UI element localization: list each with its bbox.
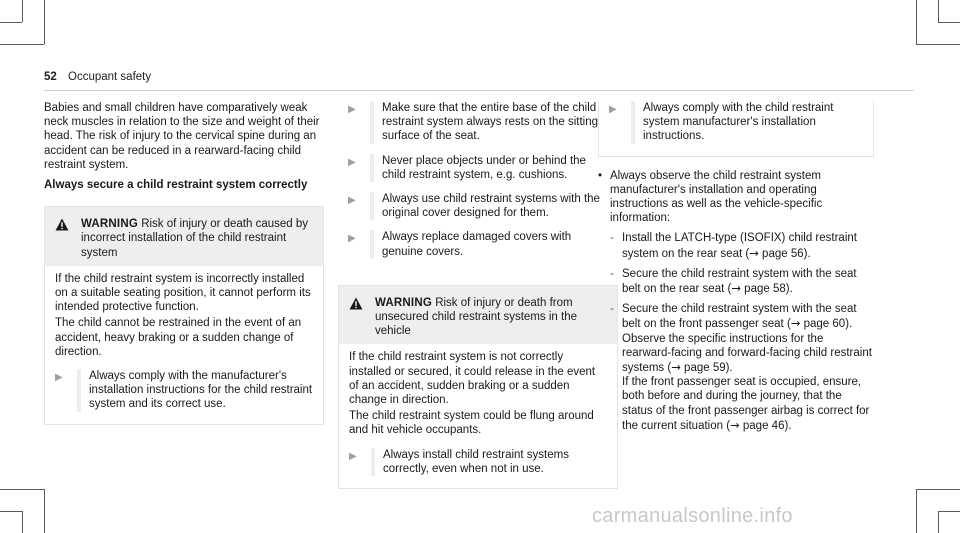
warning-header [45,207,323,266]
crop-mark [22,0,23,22]
page-ref-arrow-icon: → [671,360,681,375]
sub-item: - Secure the child restraint system with the seat belt on the front passenger seat (→ page 60). Observe the specific instructions for the rearward-facing and forward-facing child restraint systems (→ page 59). If the front passenger seat is occupied, ensure, both before and during the journey, that the status of the front passenger airbag is correct for the current situation (→ page 46). [610,303,872,432]
page-ref-link[interactable]: page 58). [744,283,793,296]
page-ref-link[interactable]: page 56). [762,247,811,260]
warning-body-text: The child restraint system could be flung around and hit vehicle occupants. [349,410,594,437]
page-ref-link[interactable]: page 60). Observe the specific instructions for the rearward-facing and forward-facing child restraint systems [622,318,872,375]
action-list [338,101,618,259]
crop-mark [0,489,44,490]
crop-mark [938,0,939,22]
action-text: Always replace damaged covers with genuine covers. [370,230,608,258]
warning-box [44,206,324,424]
crop-mark [938,22,960,23]
column-1 [44,101,324,425]
action-text: Always use child restraint systems with the original cover designed for them. [370,192,608,220]
bullet-item [598,169,874,433]
dash-icon: - [610,303,614,316]
action-text: Make sure that the entire base of the child restraint system always rests on the sitting surface of the seat. [370,101,608,144]
dash-icon: - [610,267,614,280]
warning-text: Risk of injury or death caused by incorrect installation of the child restraint system [81,218,309,259]
warning-label: WARNING [375,296,432,309]
action-step [348,101,608,144]
crop-mark [916,489,960,490]
crop-mark [0,22,22,23]
crop-mark [44,489,45,533]
sub-text: Secure the child restraint system with the seat belt on the rear seat [622,267,857,296]
crop-mark [44,0,45,44]
bullet-dot-icon: • [598,169,603,182]
action-arrow-icon: ▶ [609,104,617,115]
action-step [55,369,313,412]
crop-mark [938,511,939,533]
action-text: Always install child restraint systems correctly, even when not in use. [371,448,607,476]
warning-body-text: If the child restraint system is incorrectly installed on a suitable seating position, it cannot perform its intended protective function. [55,272,311,314]
warning-body-text: If the child restraint system is not correctly installed or secured, it could release in the event of an accident, sudden braking or a sudden change in direction. [349,351,596,407]
page-header [44,71,151,83]
action-text: Always comply with the child restraint system manufacturer's installation instructions. [631,101,863,144]
warning-continuation [598,101,874,157]
crop-mark [916,0,917,44]
sub-text: If the front passenger seat is occupied, ensure, both before and during the journey, that the status of the front passenger airbag is correct for the current situation [622,376,870,432]
crop-mark [22,511,23,533]
crop-mark [0,44,44,45]
crop-mark [916,44,960,45]
page-ref-arrow-icon: → [790,316,801,331]
dash-icon: - [610,232,614,245]
action-arrow-icon: ▶ [348,233,356,245]
action-step [348,230,608,258]
action-arrow-icon: ▶ [348,195,356,207]
crop-mark [916,489,917,533]
action-arrow-icon: ▶ [55,372,63,384]
warning-body [599,101,873,156]
section-title: Occupant safety [68,71,152,83]
action-step [349,448,607,476]
page-number: 52 [44,71,57,83]
action-text: Always comply with the manufacturer's installation instructions for the child restraint system and its correct use. [77,369,313,412]
warning-box [338,285,618,489]
action-step [609,101,863,144]
header-divider [44,90,914,91]
sub-text: Install the LATCH-type (ISOFIX) child restraint system on the rear seat [622,232,857,260]
page-ref-link[interactable]: page 46). [742,419,792,432]
action-text: Never place objects under or behind the child restraint system, e.g. cushions. [370,154,608,182]
warning-body [339,344,617,488]
sub-item: - Secure the child restraint system with the seat belt on the rear seat (→ page 58). [610,267,857,296]
page-ref-arrow-icon: → [749,245,759,260]
page-ref-arrow-icon: → [730,417,740,432]
action-step [348,154,608,182]
crop-mark [938,511,960,512]
warning-text: Risk of injury or death from unsecured child restraint systems in the vehicle [375,296,577,338]
sub-text: Secure the child restraint system with the seat belt on the front passenger seat [622,303,857,331]
bullet-text: Always observe the child restraint system manufacturer's installation and operating instructions as well as the vehicle-specific information: [610,169,823,225]
intro-paragraph: Babies and small children have comparatively weak neck muscles in relation to the size and weight of their head. The risk of injury to the cervical spine during an accident can be reduced in a rearward-facing child restraint system. [44,102,320,171]
page-ref-link[interactable]: page 59). [684,362,733,375]
page-ref-arrow-icon: → [731,281,741,296]
warning-body [45,266,323,424]
action-arrow-icon: ▶ [348,104,356,115]
crop-mark [0,511,22,512]
watermark: carmanualsonline.info [592,505,793,527]
action-arrow-icon: ▶ [348,156,356,168]
warning-header [339,286,617,345]
warning-body-text: The child cannot be restrained in the event of an accident, heavy braking or a sudden change of direction. [55,317,302,358]
warning-label: WARNING [81,218,138,231]
warning-triangle-icon [55,217,81,260]
section-heading: Always secure a child restraint system correctly [44,179,308,192]
warning-triangle-icon [349,296,375,339]
column-2 [338,101,618,489]
column-3 [598,101,874,433]
action-arrow-icon: ▶ [349,450,357,462]
sub-item: - Install the LATCH-type (ISOFIX) child restraint system on the rear seat (→ page 56). [610,232,857,260]
action-step [348,192,608,220]
